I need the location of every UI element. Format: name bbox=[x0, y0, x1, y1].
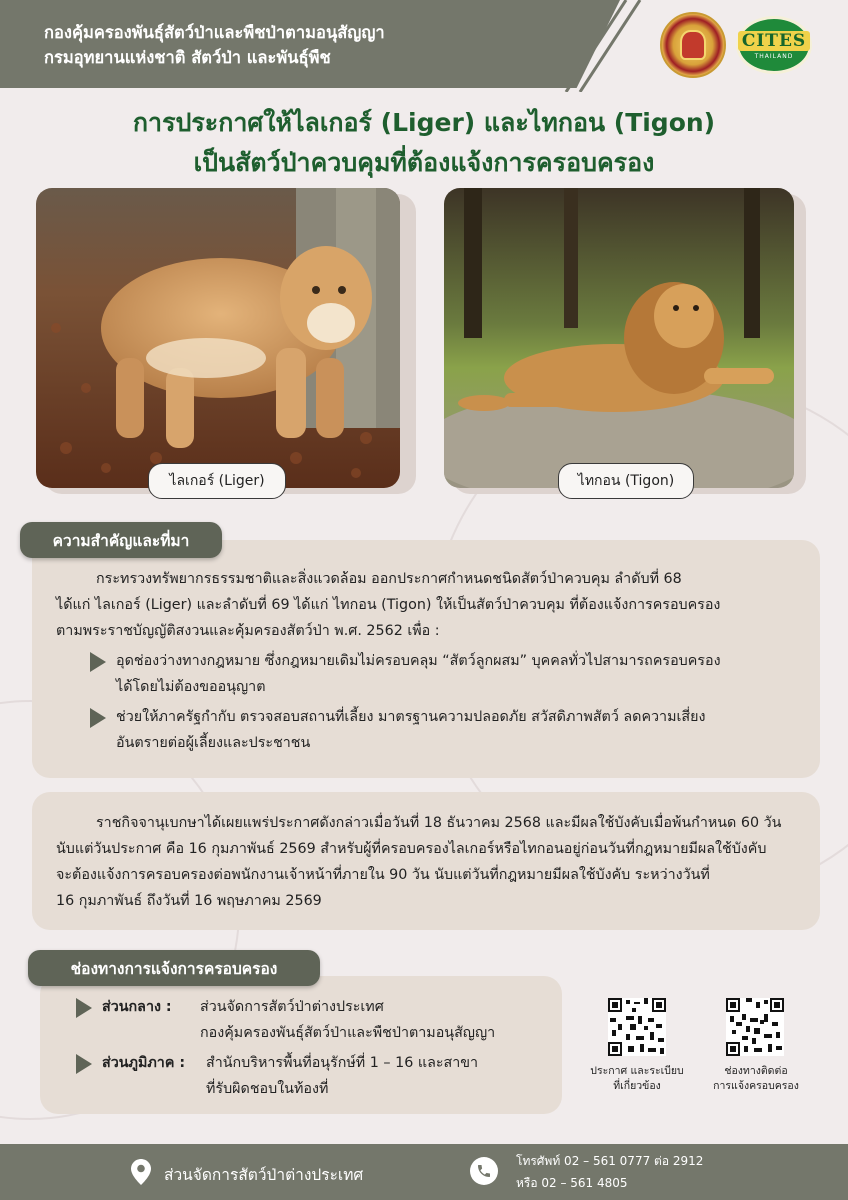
gazette-line-3: จะต้องแจ้งการครอบครองต่อพนักงานเจ้าหน้าที่ภายใน 90 วัน นับแต่วันที่กฎหมายมีผลใช้บังคับ ระหว่างวันที่ bbox=[56, 867, 710, 883]
footer-phone bbox=[516, 1150, 703, 1194]
bullet-2-line-2: อันตรายต่อผู้เลี้ยงและประชาชน bbox=[116, 735, 311, 751]
channel-regional-line-1: สำนักบริหารพื้นที่อนุรักษ์ที่ 1 – 16 และสาขา bbox=[206, 1055, 479, 1071]
dnp-logo-emblem bbox=[680, 30, 706, 60]
cites-logo-subtext: THAILAND bbox=[754, 52, 794, 60]
qr-regulations-caption bbox=[584, 1064, 690, 1094]
gazette-line-2: นับแต่วันประกาศ คือ 16 กุมภาพันธ์ 2569 สำหรับผู้ที่ครอบครองไลเกอร์หรือไทกอนอยู่ก่อนวันที่กฎหมายมีผลใช้บังคับ bbox=[56, 841, 767, 857]
gazette-text bbox=[56, 810, 806, 914]
bullet-triangle-icon bbox=[90, 708, 106, 728]
location-pin-icon bbox=[131, 1159, 151, 1185]
channels-heading: ช่องทางการแจ้งการครอบครอง bbox=[28, 950, 320, 986]
importance-intro-line-2: ได้แก่ ไลเกอร์ (Liger) และลำดับที่ 69 ได้แก่ ไทกอน (Tigon) ให้เป็นสัตว์ป่าควบคุม ที่ต้องแจ้งการครอบครอง bbox=[56, 597, 721, 613]
bullet-triangle-icon bbox=[90, 652, 106, 672]
page-title-line-2: เป็นสัตว์ป่าควบคุมที่ต้องแจ้งการครอบครอง bbox=[193, 148, 655, 177]
importance-heading: ความสำคัญและที่มา bbox=[20, 522, 222, 558]
qr-code-icon bbox=[608, 998, 666, 1056]
footer-phone-line-1: โทรศัพท์ 02 – 561 0777 ต่อ 2912 bbox=[516, 1154, 704, 1168]
importance-intro-line-3: ตามพระราชบัญญัติสงวนและคุ้มครองสัตว์ป่า พ.ศ. 2562 เพื่อ : bbox=[56, 623, 440, 639]
phone-icon bbox=[470, 1157, 498, 1185]
gazette-line-1: ราชกิจจานุเบกษาได้เผยแพร่ประกาศดังกล่าวเมื่อวันที่ 18 ธันวาคม 2568 และมีผลใช้บังคับเมื่อพ้นกำหนด 60 วัน bbox=[96, 815, 782, 831]
importance-intro bbox=[56, 566, 806, 644]
importance-intro-line-1: กระทรวงทรัพยากรธรรมชาติและสิ่งแวดล้อม ออกประกาศกำหนดชนิดสัตว์ป่าควบคุม ลำดับที่ 68 bbox=[96, 571, 682, 587]
qr-code-icon bbox=[726, 998, 784, 1056]
bullet-triangle-icon bbox=[76, 998, 92, 1018]
importance-bullet-2 bbox=[90, 704, 806, 756]
cites-logo-text: CITES bbox=[738, 31, 810, 51]
qr-regulations-caption-line-1: ประกาศ และระเบียบ bbox=[590, 1065, 684, 1077]
qr-regulations-caption-line-2: ที่เกี่ยวข้อง bbox=[613, 1080, 661, 1092]
qr-contact-caption-line-1: ช่องทางติดต่อ bbox=[724, 1065, 788, 1077]
channel-central bbox=[76, 994, 556, 1046]
channel-regional-line-2: ที่รับผิดชอบในท้องที่ bbox=[206, 1081, 329, 1097]
qr-contact-caption bbox=[704, 1064, 808, 1094]
liger-photo-label: ไลเกอร์ (Liger) bbox=[148, 463, 286, 499]
qr-code-contact[interactable] bbox=[726, 998, 784, 1056]
qr-contact-caption-line-2: การแจ้งครอบครอง bbox=[713, 1080, 799, 1092]
footer-phone-line-2: หรือ 02 – 561 4805 bbox=[516, 1176, 628, 1190]
channel-central-label: ส่วนกลาง : bbox=[102, 999, 172, 1015]
channel-central-line-1: ส่วนจัดการสัตว์ป่าต่างประเทศ bbox=[200, 999, 384, 1015]
dnp-logo bbox=[660, 12, 726, 78]
qr-code-regulations[interactable] bbox=[608, 998, 666, 1056]
header-text bbox=[44, 20, 385, 70]
header-line-1: กองคุ้มครองพันธุ์สัตว์ป่าและพืชป่าตามอนุสัญญา bbox=[44, 23, 385, 42]
gazette-line-4: 16 กุมภาพันธ์ ถึงวันที่ 16 พฤษภาคม 2569 bbox=[56, 893, 322, 909]
tigon-photo bbox=[444, 188, 794, 488]
header-line-2: กรมอุทยานแห่งชาติ สัตว์ป่า และพันธุ์พืช bbox=[44, 48, 331, 67]
tigon-photo-label: ไทกอน (Tigon) bbox=[558, 463, 694, 499]
page-title-line-1: การประกาศให้ไลเกอร์ (Liger) และไทกอน (Tigon) bbox=[132, 108, 716, 137]
cites-thailand-logo bbox=[736, 16, 812, 74]
importance-bullet-1 bbox=[90, 648, 806, 700]
channel-regional bbox=[76, 1050, 556, 1102]
liger-photo bbox=[36, 188, 400, 488]
bullet-1-line-1: อุดช่องว่างทางกฎหมาย ซึ่งกฎหมายเดิมไม่ครอบคลุม “สัตว์ลูกผสม” บุคคลทั่วไปสามารถครอบครอง bbox=[116, 653, 721, 669]
channel-central-line-2: กองคุ้มครองพันธุ์สัตว์ป่าและพืชป่าตามอนุสัญญา bbox=[200, 1025, 496, 1041]
bullet-2-line-1: ช่วยให้ภาครัฐกำกับ ตรวจสอบสถานที่เลี้ยง มาตรฐานความปลอดภัย สวัสดิภาพสัตว์ ลดความเสี่ยง bbox=[116, 709, 706, 725]
bullet-triangle-icon bbox=[76, 1054, 92, 1074]
footer-location-text: ส่วนจัดการสัตว์ป่าต่างประเทศ bbox=[164, 1166, 364, 1184]
footer-bar bbox=[0, 1144, 848, 1200]
bullet-1-line-2: ได้โดยไม่ต้องขออนุญาต bbox=[116, 679, 266, 695]
channel-regional-label: ส่วนภูมิภาค : bbox=[102, 1055, 186, 1071]
